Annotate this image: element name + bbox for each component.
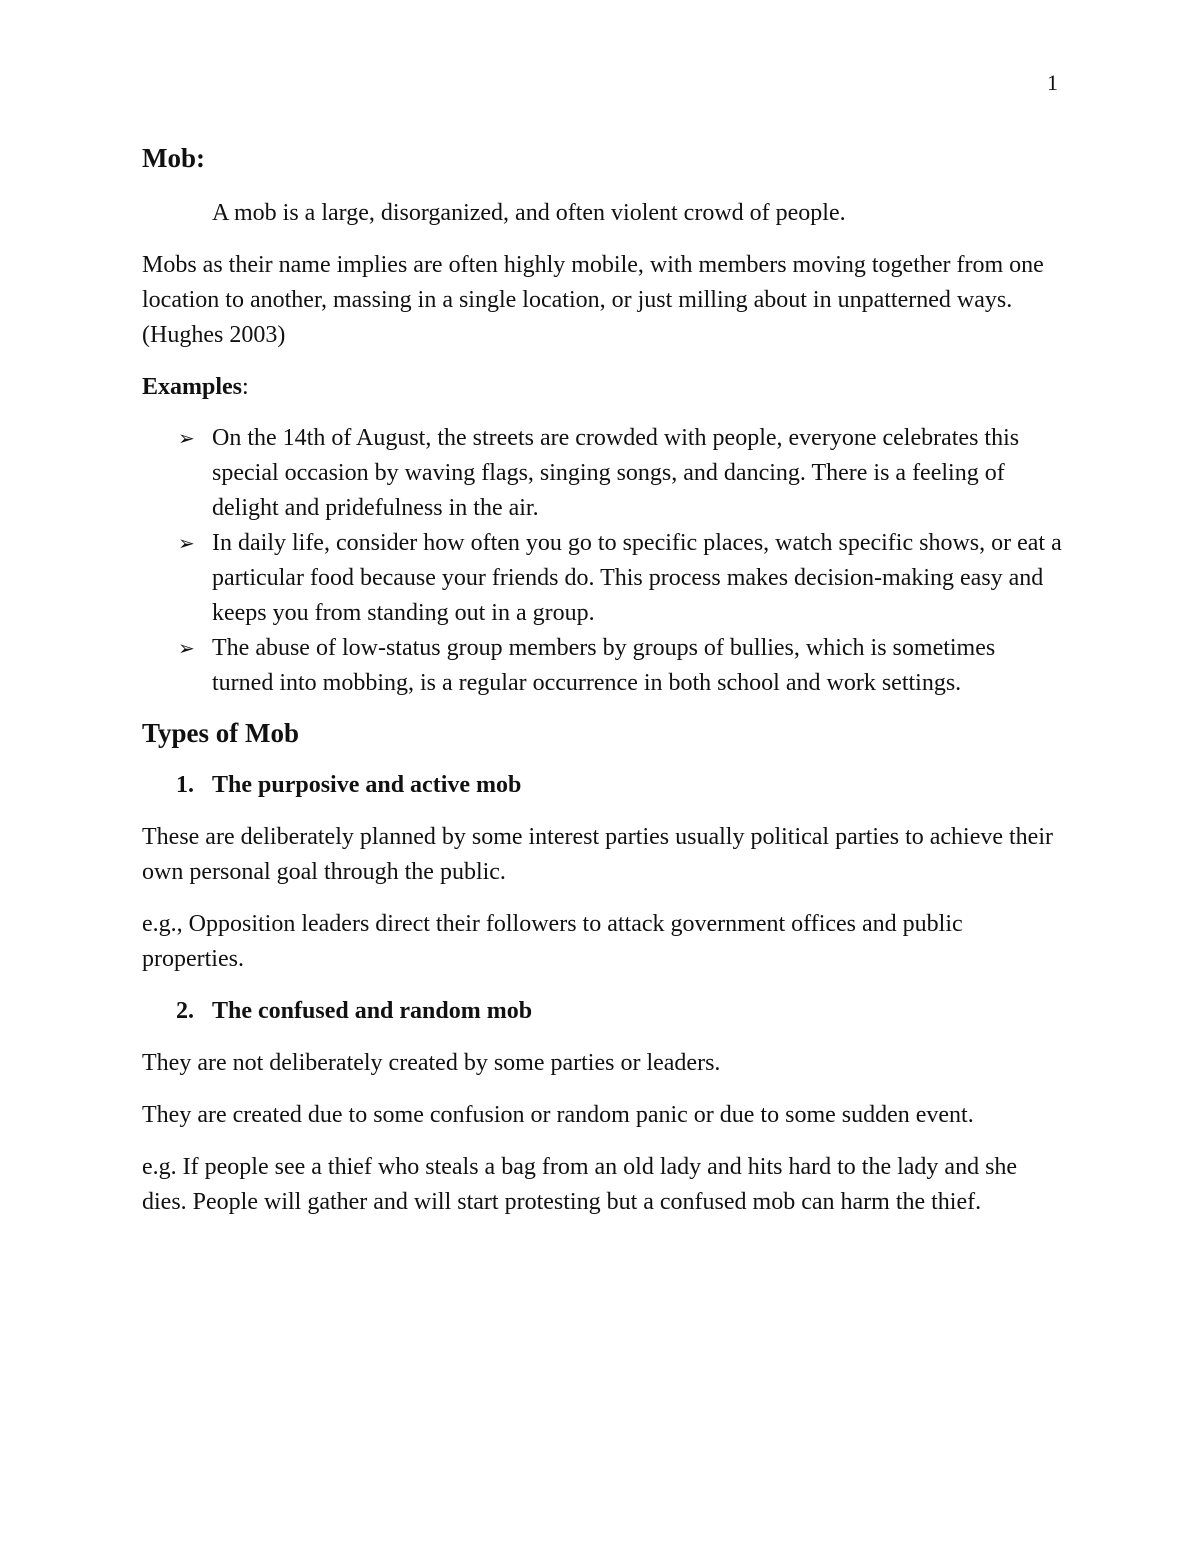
heading-types-of-mob: Types of Mob [142,718,300,748]
type-heading-confused [142,994,1062,1029]
type-paragraph: These are deliberately planned by some interest parties usually political parties to achieve their own personal goal through the public. [142,824,1053,885]
intro-paragraph: Mobs as their name implies are often highly mobile, with members moving together from one location to another, massing in a single location, or just milling about in unpatterned ways. (Hughes 2003) [142,252,1044,348]
document-body [142,140,1062,1237]
type-paragraph: e.g., Opposition leaders direct their followers to attack government offices and public properties. [142,911,963,972]
type-title: The purposive and active mob [212,772,522,798]
example-text: In daily life, consider how often you go to specific places, watch specific shows, or eat a particular food because your friends do. This process makes decision-making easy and keeps you from standing out in a group. [212,530,1062,626]
list-item [142,631,1062,701]
mob-definition: A mob is a large, disorganized, and often violent crowd of people. [212,200,846,226]
arrow-bullet-icon: ➢ [178,426,195,450]
list-item [142,526,1062,631]
examples-label [142,370,1062,405]
type-title: The confused and random mob [212,998,533,1024]
type-number: 1. [176,772,194,798]
type-paragraph: They are created due to some confusion or random panic or due to some sudden event. [142,1102,974,1128]
list-item [142,421,1062,526]
type-paragraph: e.g. If people see a thief who steals a bag from an old lady and hits hard to the lady and she dies. People will gather and will start protesting but a confused mob can harm the thief. [142,1154,1018,1215]
examples-list [142,421,1062,701]
example-text: On the 14th of August, the streets are crowded with people, everyone celebrates this special occasion by waving flags, singing songs, and dancing. There is a feeling of delight and pridefulness in the air. [212,425,1020,521]
arrow-bullet-icon: ➢ [178,531,195,555]
type-number: 2. [176,998,194,1024]
type-paragraph: They are not deliberately created by some parties or leaders. [142,1050,721,1076]
heading-mob: Mob: [142,143,205,173]
arrow-bullet-icon: ➢ [178,636,195,660]
page-number: 1 [1047,70,1058,95]
examples-label-text: Examples [142,374,243,400]
example-text: The abuse of low-status group members by groups of bullies, which is sometimes turned into mobbing, is a regular occurrence in both school and work settings. [212,635,996,696]
examples-label-colon: : [242,374,249,400]
type-heading-purposive [142,768,1062,803]
